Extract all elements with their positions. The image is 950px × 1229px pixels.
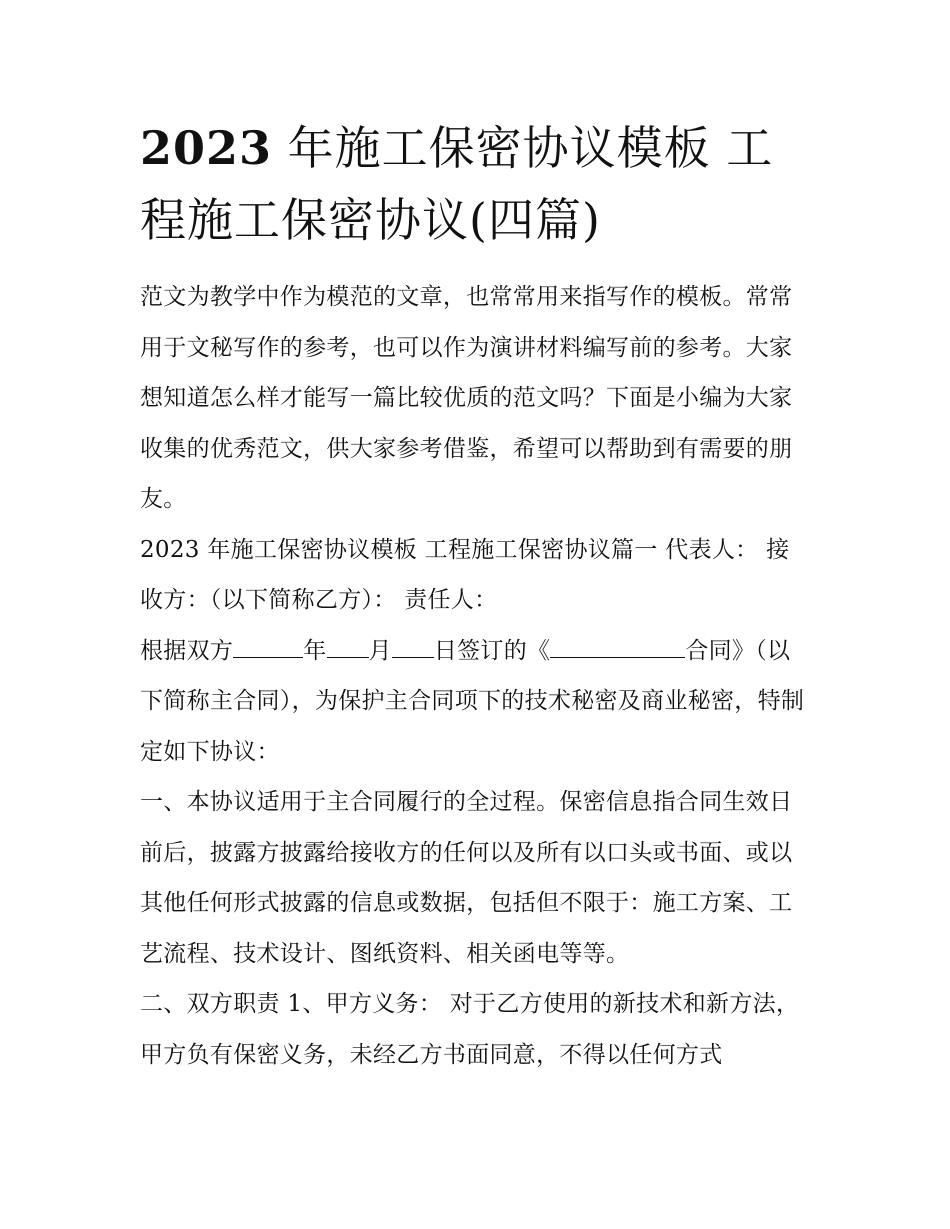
basis-text-3: 月 — [368, 637, 392, 664]
day-blank — [392, 639, 434, 658]
document-title — [140, 112, 812, 256]
title-year: 2023 — [140, 121, 273, 175]
clause-1: 一、本协议适用于主合同履行的全过程。保密信息指合同生效日前后，披露方披露给接收方的任何以及所有以口头或书面、或以其他任何形式披露的信息或数据，包括但不限于：施工方案、工艺流程、技术设计、图纸资料、相关函电等等。 — [140, 789, 793, 967]
title-text: 年施工保密协议模板 工程施工保密协议(四篇) — [140, 121, 774, 247]
basis-text-4: 日签订的《 — [433, 637, 551, 664]
document-body — [140, 272, 812, 1080]
basis-text-1: 根据双方 — [140, 637, 234, 664]
document-content — [140, 112, 812, 1080]
month-blank — [327, 639, 369, 658]
intro-paragraph: 范文为教学中作为模范的文章，也常常用来指写作的模板。常常用于文秘写作的参考，也可以作为演讲材料编写前的参考。大家想知道怎么样才能写一篇比较优质的范文吗？下面是小编为大家收集的优秀范文，供大家参考借鉴，希望可以帮助到有需要的朋友。 — [140, 284, 793, 512]
basis-text-2: 年 — [303, 637, 327, 664]
year-blank — [233, 639, 303, 658]
basis-paragraph — [140, 626, 812, 778]
contract-name-blank — [550, 639, 685, 658]
basis-text-5: 合同》（以下简称主合同），为保护主合同项下的技术秘密及商业秘密，特制定如下协议： — [140, 637, 805, 765]
section-heading: 2023 年施工保密协议模板 工程施工保密协议篇一 代表人： 接收方：（以下简称乙方）： 责任人： — [140, 536, 790, 613]
clause-2: 二、双方职责 1、甲方义务： 对于乙方使用的新技术和新方法，甲方负有保密义务，未经乙方书面同意，不得以任何方式 — [140, 991, 800, 1068]
